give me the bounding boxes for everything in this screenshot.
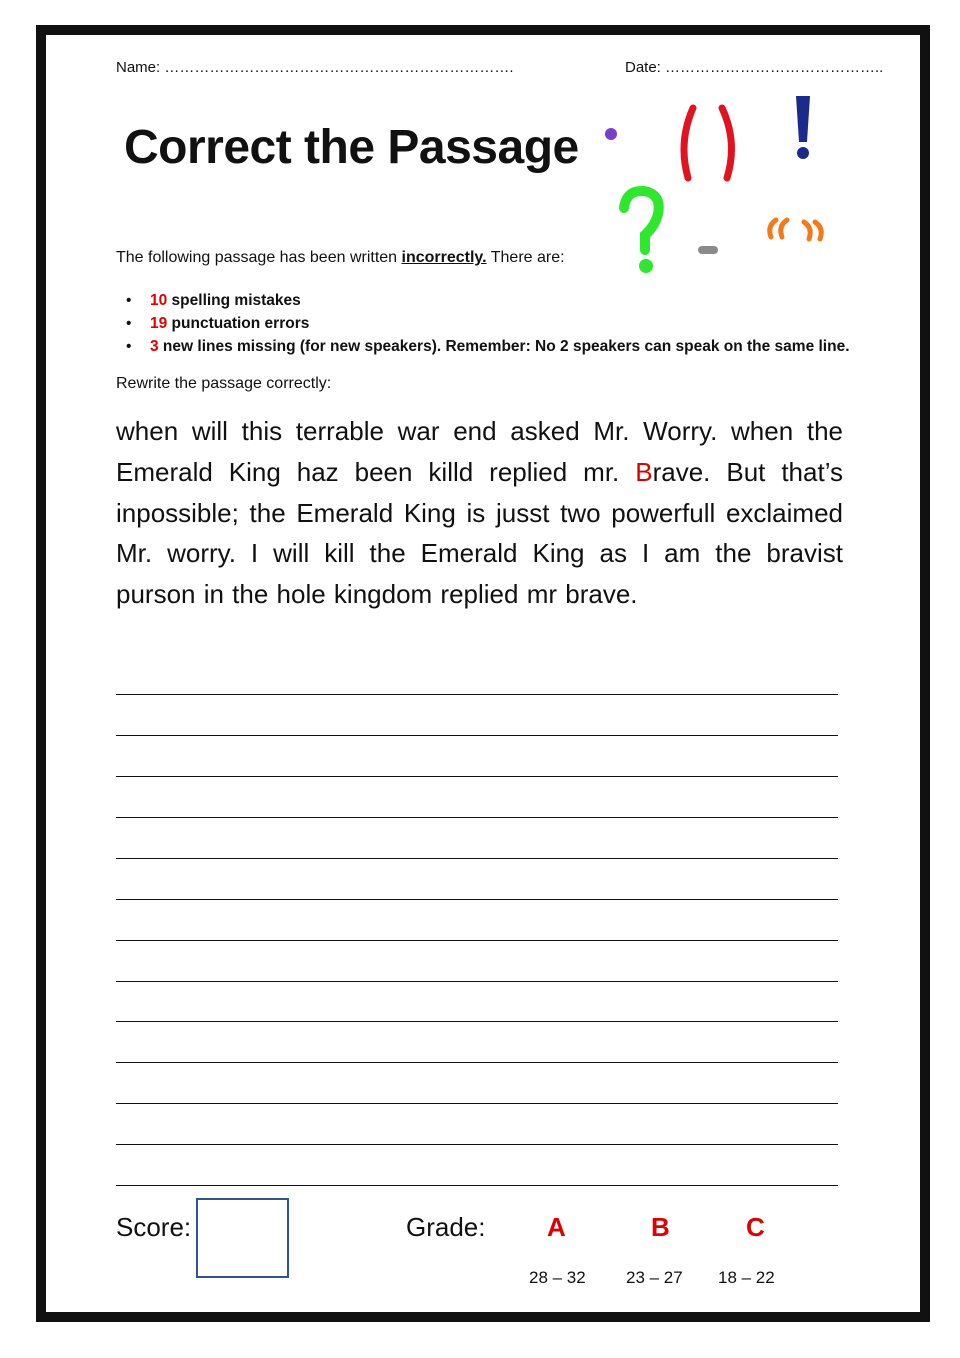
punctuation-count: 19 [150, 315, 168, 332]
writing-line[interactable] [116, 858, 838, 859]
requirement-punctuation [116, 312, 850, 335]
grade-b-letter: B [651, 1212, 670, 1242]
score-label: Score: [116, 1212, 192, 1242]
writing-line[interactable] [116, 940, 838, 941]
writing-line[interactable] [116, 1062, 838, 1063]
period-symbol [605, 128, 617, 140]
dash-symbol [698, 246, 718, 254]
grade-c-letter: C [746, 1212, 765, 1242]
requirement-spelling [116, 289, 850, 312]
grade-label: Grade: [406, 1212, 486, 1242]
parentheses-symbol [684, 108, 731, 178]
writing-line[interactable] [116, 1021, 838, 1022]
new-lines-count: 3 [150, 338, 159, 355]
requirement-new-lines [116, 335, 850, 358]
intro-text-start: The following passage has been written [116, 249, 402, 266]
writing-line[interactable] [116, 981, 838, 982]
score-box[interactable] [196, 1198, 289, 1278]
incorrect-passage [116, 411, 843, 615]
spelling-count: 10 [150, 292, 168, 309]
writing-line[interactable] [116, 1144, 838, 1145]
page-title: Correct the Passage [124, 121, 579, 174]
intro-text-end: There are: [486, 249, 565, 266]
new-lines-text: new lines missing (for new speakers). Remember: No 2 speakers can speak on the same line. [158, 338, 850, 355]
grade-a-range: 28 – 32 [529, 1268, 586, 1287]
writing-line[interactable] [116, 1185, 838, 1186]
punctuation-symbols-illustration [596, 90, 846, 280]
writing-line[interactable] [116, 899, 838, 900]
grade-b-range: 23 – 27 [626, 1268, 683, 1287]
name-field-label: Name: ……………………………………………………………. [116, 59, 514, 76]
grade-c-range: 18 – 22 [718, 1268, 775, 1287]
intro-text [116, 249, 565, 267]
spelling-text: spelling mistakes [167, 292, 301, 309]
passage-text-part1: when will this terrable war end asked Mr. Worry. when the Emerald King haz been killd replied mr. [116, 416, 843, 487]
writing-line[interactable] [116, 1103, 838, 1104]
grade-a-letter: A [547, 1212, 566, 1242]
date-field-label: Date: …………………………………….. [625, 59, 884, 76]
punctuation-text: punctuation errors [167, 315, 310, 332]
passage-text-part2: rave. But that’s inpossible; the Emerald King is jusst two powerfull exclaimed Mr. worry. I will kill the Emerald King as I am the bravist purson in the hole kingdom replied mr brave. [116, 456, 844, 610]
writing-line[interactable] [116, 735, 838, 736]
requirements-list [116, 289, 850, 358]
writing-line[interactable] [116, 776, 838, 777]
instruction-text: Rewrite the passage correctly: [116, 375, 332, 392]
writing-line[interactable] [116, 817, 838, 818]
passage-highlighted-letter: B [635, 456, 653, 487]
writing-line[interactable] [116, 694, 838, 695]
quotation-marks-symbol [770, 220, 821, 239]
intro-emphasis: incorrectly. [401, 249, 487, 266]
exclamation-symbol [796, 96, 810, 159]
question-mark-symbol [624, 191, 659, 273]
